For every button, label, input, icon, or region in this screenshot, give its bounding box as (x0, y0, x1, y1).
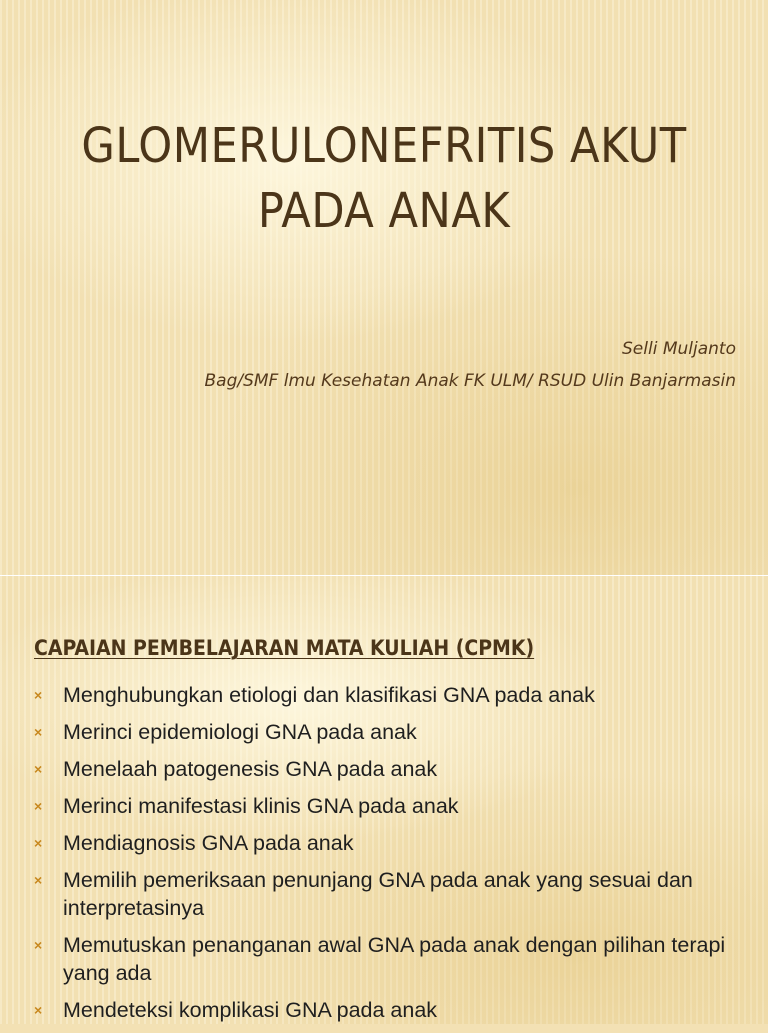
list-item (34, 996, 754, 1024)
list-item-text: Mendeteksi komplikasi GNA pada anak (63, 998, 438, 1022)
title-line-2: PADA ANAK (257, 183, 511, 239)
list-item (34, 681, 754, 709)
list-item (34, 792, 754, 820)
list-item-text: Memilih pemeriksaan penunjang GNA pada anak yang sesuai dan interpretasinya (63, 868, 693, 920)
list-item (34, 931, 754, 987)
list-item-text: Merinci epidemiologi GNA pada anak (63, 720, 417, 744)
title-line-1: GLOMERULONEFRITIS AKUT (81, 118, 687, 174)
list-item (34, 718, 754, 746)
cross-bullet-icon: × (34, 835, 43, 851)
list-item-text: Mendiagnosis GNA pada anak (63, 831, 354, 855)
list-item-text: Merinci manifestasi klinis GNA pada anak (63, 794, 459, 818)
author-block (204, 333, 736, 397)
author-affiliation: Bag/SMF lmu Kesehatan Anak FK ULM/ RSUD Ulin Banjarmasin (204, 371, 736, 391)
cpmk-heading: CAPAIAN PEMBELAJARAN MATA KULIAH (CPMK) (34, 636, 535, 660)
list-item (34, 755, 754, 783)
list-item (34, 866, 754, 922)
cpmk-bullet-list (34, 681, 754, 1033)
list-item (34, 829, 754, 857)
cross-bullet-icon: × (34, 761, 43, 777)
cross-bullet-icon: × (34, 687, 43, 703)
slide-title (20, 114, 748, 244)
cross-bullet-icon: × (34, 872, 43, 888)
cross-bullet-icon: × (34, 798, 43, 814)
cross-bullet-icon: × (34, 1002, 43, 1018)
list-item-text: Memutuskan penanganan awal GNA pada anak dengan pilihan terapi yang ada (63, 933, 726, 985)
list-item-text: Menghubungkan etiologi dan klasifikasi GNA pada anak (63, 683, 595, 707)
author-name: Selli Muljanto (622, 339, 736, 359)
cross-bullet-icon: × (34, 724, 43, 740)
list-item-text: Menelaah patogenesis GNA pada anak (63, 757, 438, 781)
cross-bullet-icon: × (34, 937, 43, 953)
